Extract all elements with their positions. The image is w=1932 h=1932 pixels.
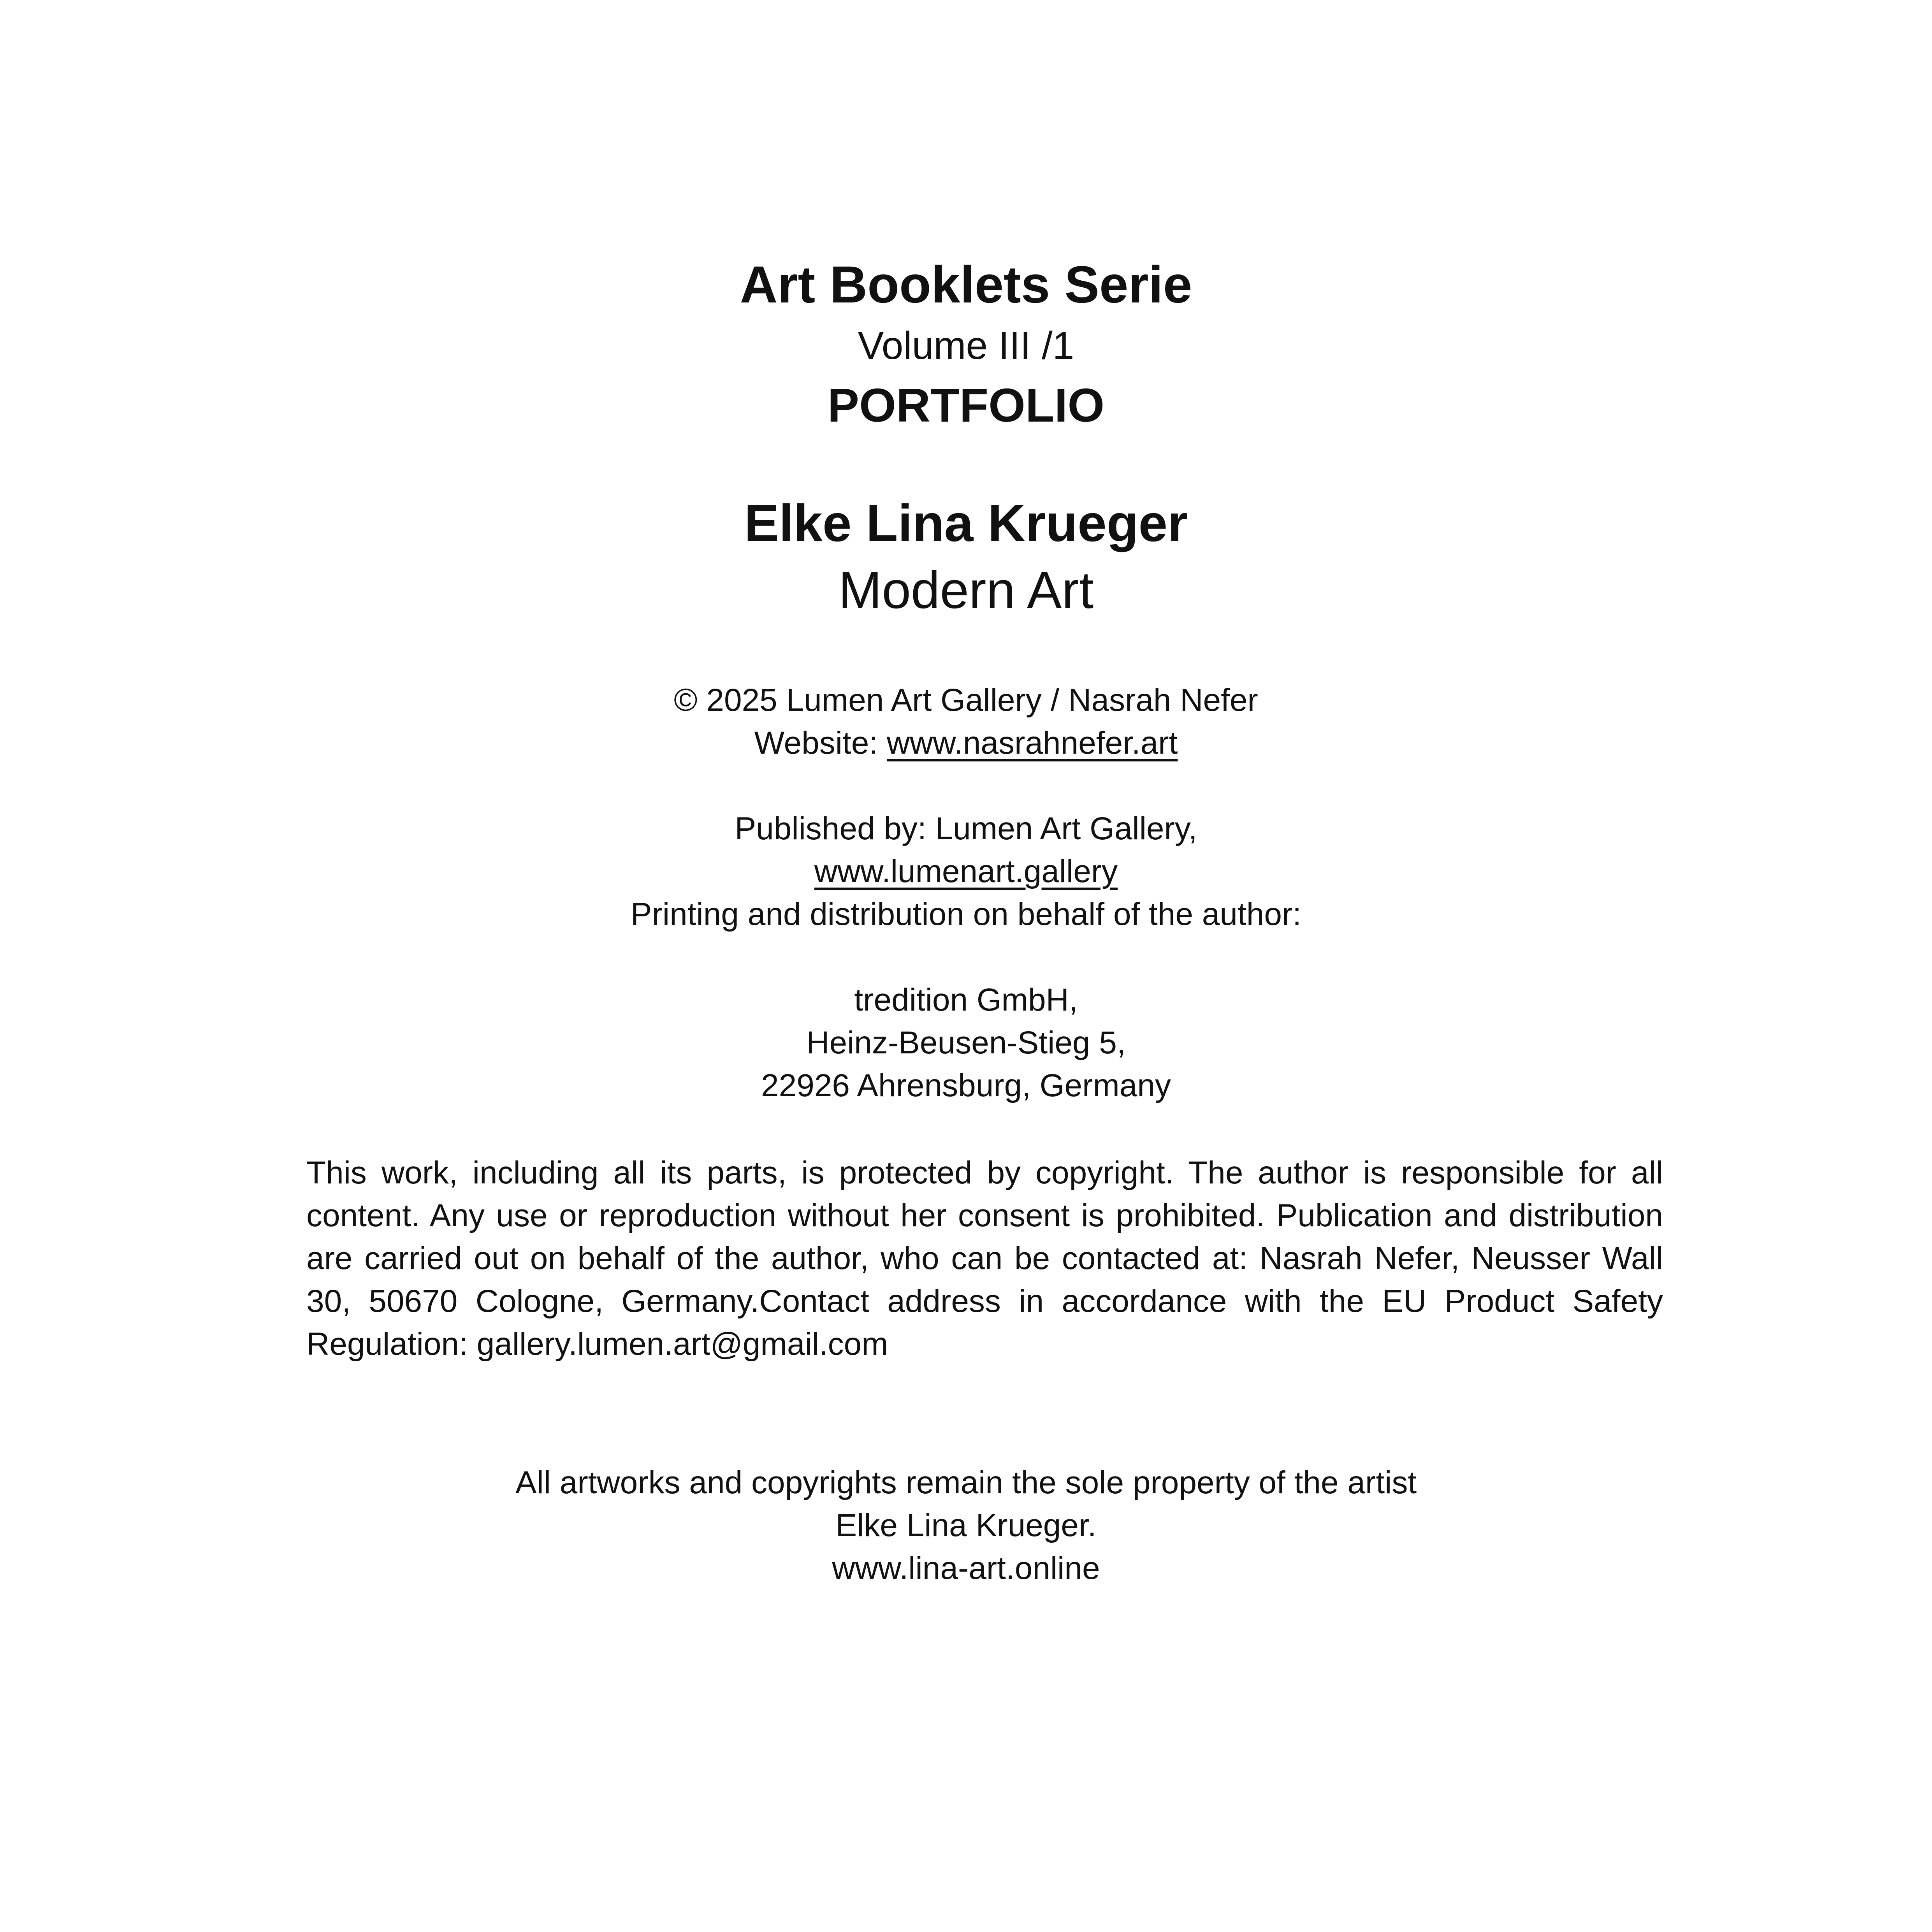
- printer-name: tredition GmbH,: [854, 982, 1078, 1018]
- published-by: Published by: Lumen Art Gallery,: [735, 811, 1197, 846]
- website-label: Website:: [754, 725, 887, 761]
- printing-note: Printing and distribution on behalf of the author:: [630, 897, 1302, 932]
- ownership-statement: All artworks and copyrights remain the sole property of the artist: [515, 1465, 1417, 1500]
- series-title: Art Booklets Serie: [740, 256, 1192, 314]
- copyright-line: © 2025 Lumen Art Gallery / Nasrah Nefer: [674, 682, 1258, 718]
- legal-notice: This work, including all its parts, is protected by copyright. The author is responsible for all content. Any use or reproduction without her consent is prohibited. Publication and distribution are carried out on behalf of the author, who can be contacted at: Nasrah Nefer, Neusser Wall 30, 50670 Cologne, Germany.Contact address in accordance with the EU Product Safety Regulation: gallery.lumen.art@gmail.com: [306, 1155, 1663, 1362]
- printer-city: 22926 Ahrensburg, Germany: [761, 1068, 1171, 1103]
- artist-genre: Modern Art: [838, 561, 1094, 619]
- portfolio-heading: PORTFOLIO: [827, 379, 1105, 432]
- footer-artist-name: Elke Lina Krueger.: [835, 1508, 1097, 1543]
- printer-street: Heinz-Beusen-Stieg 5,: [806, 1025, 1126, 1060]
- artist-website: www.lina-art.online: [832, 1551, 1100, 1586]
- website-link[interactable]: www.nasrahnefer.art: [886, 725, 1178, 761]
- artist-name: Elke Lina Krueger: [744, 494, 1188, 552]
- volume-label: Volume III /1: [858, 324, 1074, 367]
- publisher-url[interactable]: www.lumenart.gallery: [814, 854, 1118, 889]
- publisher-link: [0, 856, 1932, 888]
- website-line: [0, 727, 1932, 759]
